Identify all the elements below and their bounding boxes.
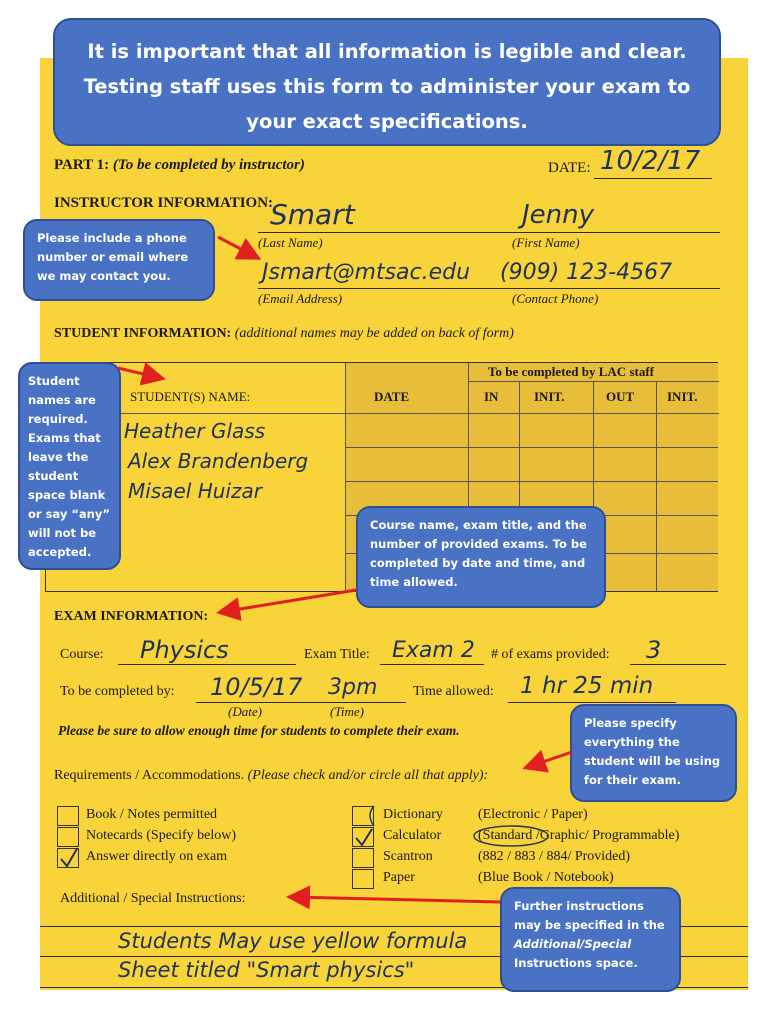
further-text-3: Instructions space. bbox=[514, 956, 638, 970]
calculator-options: (Standard /Graphic/ Programmable) bbox=[478, 828, 680, 843]
completed-line bbox=[196, 702, 406, 703]
col-out: OUT bbox=[606, 389, 635, 404]
scantron-options: (882 / 883 / 884/ Provided) bbox=[478, 849, 631, 864]
num-exams-value[interactable]: 3 bbox=[646, 636, 662, 664]
student-heading-label: STUDENT INFORMATION: bbox=[54, 326, 232, 341]
student-name-3[interactable]: Misael Huizar bbox=[128, 479, 262, 503]
checkbox-answer-on-exam[interactable] bbox=[57, 848, 79, 868]
requirements-label: Requirements / Accommodations. bbox=[54, 768, 245, 783]
time-allowed-label: Time allowed: bbox=[413, 684, 494, 699]
last-name-caption: (Last Name) bbox=[258, 235, 323, 250]
time-allowed-value[interactable]: 1 hr 25 min bbox=[520, 673, 654, 699]
additional-label: Additional / Special Instructions: bbox=[60, 891, 246, 906]
col-line-1 bbox=[345, 363, 346, 591]
col-in: IN bbox=[484, 389, 499, 404]
first-name-caption: (First Name) bbox=[512, 235, 580, 250]
checkbox-calculator[interactable] bbox=[352, 827, 374, 847]
further-text-2: Additional/Special bbox=[514, 937, 632, 951]
course-callout: Course name, exam title, and the number of provided exams. To be completed by date and time, and time allowed. bbox=[356, 506, 606, 608]
dictionary-options: (Electronic / Paper) bbox=[478, 807, 588, 822]
requirements-note: (Please check and/or circle all that apply): bbox=[247, 768, 489, 783]
completed-time-value[interactable]: 3pm bbox=[328, 675, 378, 700]
part1-heading bbox=[54, 157, 305, 174]
date-caption: (Date) bbox=[228, 704, 262, 719]
course-value[interactable]: Physics bbox=[140, 636, 229, 664]
completed-by-label: To be completed by: bbox=[60, 684, 175, 699]
checkbox-notecards[interactable] bbox=[57, 827, 79, 847]
course-line bbox=[118, 664, 296, 665]
date-label: DATE: bbox=[548, 160, 591, 176]
left-option-1: Book / Notes permitted bbox=[86, 807, 218, 822]
row-line-2 bbox=[345, 481, 718, 482]
col-line-5 bbox=[656, 381, 657, 591]
header-line bbox=[46, 413, 719, 414]
row-line-1 bbox=[345, 447, 718, 448]
checkbox-book-notes[interactable] bbox=[57, 806, 79, 826]
email-value[interactable]: Jsmart@mtsac.edu bbox=[262, 260, 471, 285]
checkbox-scantron[interactable] bbox=[352, 848, 374, 868]
num-exams-label: # of exams provided: bbox=[491, 647, 610, 662]
exam-heading: EXAM INFORMATION: bbox=[54, 609, 209, 624]
right-option-2: Calculator bbox=[383, 828, 442, 843]
phone-value[interactable]: (909) 123-4567 bbox=[500, 260, 673, 285]
additional-text-1[interactable]: Students May use yellow formula bbox=[118, 929, 468, 953]
exam-title-line bbox=[380, 664, 484, 665]
specify-callout: Please specify everything the student will be using for their exam. bbox=[570, 704, 737, 802]
col-init-2: INIT. bbox=[667, 389, 698, 404]
first-name-value[interactable]: Jenny bbox=[522, 200, 595, 230]
banner-line-2: Testing staff uses this form to administer your exam to bbox=[83, 75, 691, 98]
check-mark-icon bbox=[58, 849, 80, 869]
col-date: DATE bbox=[374, 389, 410, 404]
last-name-value[interactable]: Smart bbox=[270, 198, 355, 231]
additional-text-2[interactable]: Sheet titled "Smart physics" bbox=[118, 958, 415, 982]
further-callout bbox=[500, 887, 681, 992]
email-caption: (Email Address) bbox=[258, 291, 343, 306]
checkbox-paper[interactable] bbox=[352, 869, 374, 889]
lac-staff-header: To be completed by LAC staff bbox=[488, 364, 654, 379]
student-names-callout: Student names are required. Exams that leave the student space blank or say “any” will not be accepted. bbox=[18, 362, 121, 570]
name-line bbox=[258, 232, 720, 233]
date-value[interactable]: 10/2/17 bbox=[600, 146, 701, 176]
phone-callout: Please include a phone number or email where we may contact you. bbox=[23, 219, 215, 301]
part1-note: (To be completed by instructor) bbox=[112, 157, 305, 173]
exam-title-label: Exam Title: bbox=[304, 647, 370, 662]
phone-caption: (Contact Phone) bbox=[512, 291, 599, 306]
date-line bbox=[594, 178, 712, 179]
col-init-1: INIT. bbox=[534, 389, 565, 404]
exam-title-value[interactable]: Exam 2 bbox=[392, 638, 475, 663]
checkbox-dictionary[interactable] bbox=[352, 806, 374, 826]
check-mark-icon bbox=[353, 828, 375, 848]
right-option-4: Paper bbox=[383, 870, 415, 885]
banner-line-3: your exact specifications. bbox=[246, 110, 528, 133]
time-caption: (Time) bbox=[330, 704, 364, 719]
part1-label: PART 1: bbox=[54, 157, 110, 173]
completed-date-value[interactable]: 10/5/17 bbox=[210, 673, 303, 701]
paper-options: (Blue Book / Notebook) bbox=[478, 870, 614, 885]
num-exams-line bbox=[630, 664, 726, 665]
left-option-3: Answer directly on exam bbox=[86, 849, 228, 864]
col-student-names: STUDENT(S) NAME: bbox=[130, 389, 251, 404]
email-line bbox=[258, 288, 720, 289]
student-heading bbox=[54, 326, 514, 342]
student-name-2[interactable]: Alex Brandenberg bbox=[128, 449, 309, 473]
further-text-1: Further instructions may be specified in the bbox=[514, 899, 665, 932]
instructor-heading: INSTRUCTOR INFORMATION: bbox=[54, 195, 274, 211]
right-option-1: Dictionary bbox=[383, 807, 443, 822]
left-option-2: Notecards (Specify below) bbox=[86, 828, 237, 843]
course-label: Course: bbox=[60, 647, 104, 662]
student-name-1[interactable]: Heather Glass bbox=[124, 419, 266, 443]
time-warning: Please be sure to allow enough time for students to complete their exam. bbox=[58, 723, 460, 738]
right-option-3: Scantron bbox=[383, 849, 433, 864]
instructions-banner bbox=[53, 18, 721, 146]
banner-line-1: It is important that all information is legible and clear. bbox=[87, 40, 687, 63]
student-heading-note: (additional names may be added on back of form) bbox=[234, 326, 514, 341]
requirements-heading bbox=[54, 768, 488, 784]
time-allowed-line bbox=[508, 702, 676, 703]
